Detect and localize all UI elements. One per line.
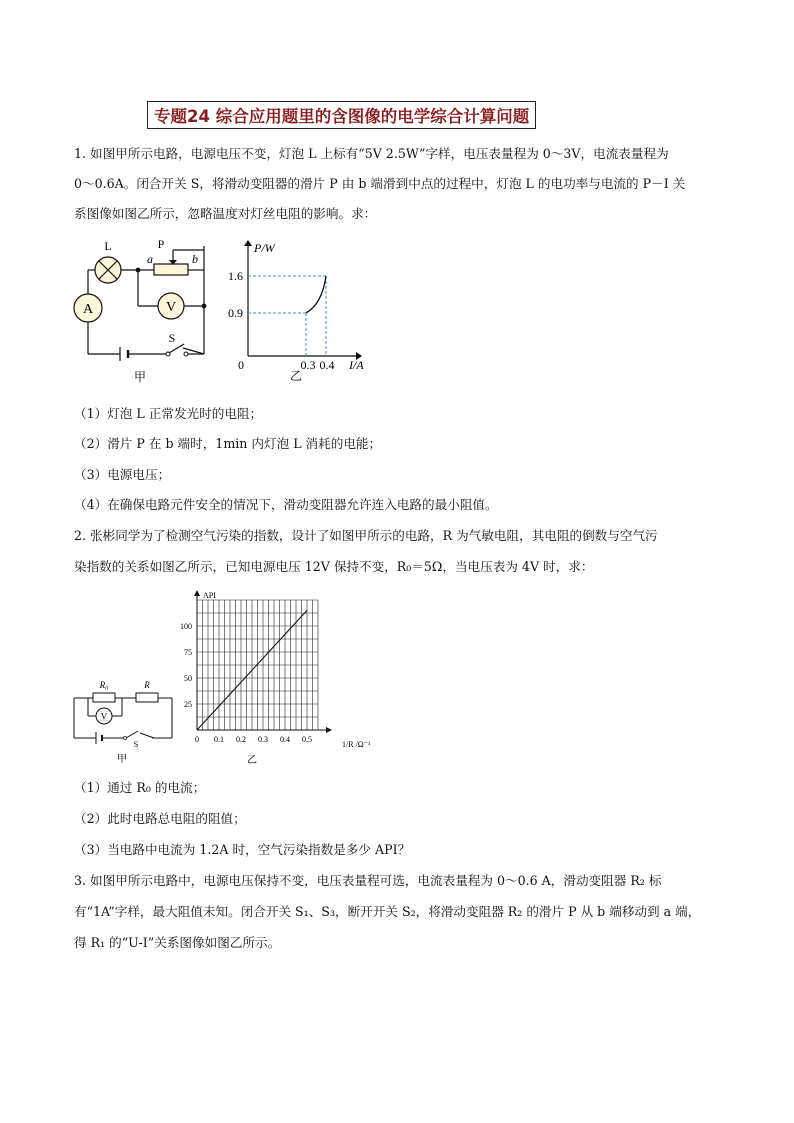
q2-sub-3: （3）当电路中电流为 1.2A 时，空气污染指数是多少 API？ <box>74 842 411 857</box>
q1-sub-1: （1）灯泡 L 正常发光时的电阻； <box>74 406 263 421</box>
x-tick-label: 0.1 <box>214 735 224 744</box>
r0-resistor-icon <box>93 693 115 702</box>
y-tick-label: 75 <box>184 648 192 657</box>
switch-label: S <box>168 331 176 345</box>
q2-sub-1: （1）通过 R₀ 的电流； <box>74 780 206 795</box>
end-b-label: b <box>192 252 198 266</box>
power-curve <box>306 276 326 313</box>
q1-stem-line-3: 系图像如图乙所示，忽略温度对灯丝电阻的影响。求： <box>74 206 377 221</box>
q1-sub-4: （4）在确保电路元件安全的情况下，滑动变阻器允许连入电路的最小阻值。 <box>74 497 498 512</box>
x-tick-label: 0.5 <box>302 735 312 744</box>
q1-graph-caption: 乙 <box>289 369 303 383</box>
q2-switch-icon <box>126 731 138 738</box>
q2-switch-label: S <box>133 740 139 749</box>
r0-label: R₀ <box>99 680 109 690</box>
origin-label: 0 <box>238 358 244 372</box>
end-a-label: a <box>147 252 153 266</box>
q1-circuit-caption: 甲 <box>133 370 147 384</box>
lamp-label: L <box>104 239 112 253</box>
q3-stem-line-1: 3. 如图甲所示电路中，电源电压保持不变，电压表量程可选，电流表量程为 0～0.6 A，滑动变阻器 R₂ 标 <box>74 873 662 888</box>
q2-sub-2: （2）此时电路总电阻的阻值； <box>74 811 246 826</box>
y-tick-label: 25 <box>184 700 192 709</box>
r-sensor-icon <box>136 693 158 702</box>
x-tick-0.3: 0.3 <box>300 358 316 372</box>
q1-sub-3: （3）电源电压； <box>74 467 171 482</box>
y-tick-0.9: 0.9 <box>228 306 243 320</box>
q1-stem-line-2: 0～0.6A。闭合开关 S，将滑动变阻器的滑片 P 由 b 端滑到中点的过程中，灯泡 L 的电功率与电流的 P－I 关 <box>74 176 686 191</box>
q2-stem-line-2: 染指数的关系如图乙所示，已知电源电压 12V 保持不变，R₀＝5Ω，当电压表为 4V 时，求： <box>74 559 594 574</box>
x-axis-label: I/A <box>349 358 364 372</box>
q2-api-chart <box>176 586 371 768</box>
voltmeter-label: V <box>165 300 177 315</box>
y-axis-label: P/W <box>254 241 275 255</box>
y-tick-label: 100 <box>180 622 192 631</box>
rheostat-icon <box>154 264 188 275</box>
x-tick-label: 0.2 <box>236 735 246 744</box>
q2-circuit-diagram <box>68 676 178 766</box>
ammeter-label: A <box>82 302 94 317</box>
x-tick-label: 0.3 <box>258 735 268 744</box>
q3-stem-line-3: 得 R₁ 的“U-I”关系图像如图乙所示。 <box>74 935 281 950</box>
q2-graph-caption: 乙 <box>247 755 257 766</box>
x-tick-label: 0.4 <box>280 735 290 744</box>
q2-voltmeter-label: V <box>100 711 108 722</box>
y-tick-1.6: 1.6 <box>228 269 243 283</box>
q1-circuit-diagram <box>68 236 218 386</box>
y-axis-label: API <box>203 591 216 600</box>
x-axis-label: 1/R /Ω⁻¹ <box>342 740 371 749</box>
r-label: R <box>144 680 150 690</box>
q2-stem-line-1: 2. 张彬同学为了检测空气污染的指数，设计了如图甲所示的电路，R 为气敏电阻，其电阻的倒数与空气污 <box>74 528 658 543</box>
y-tick-label: 50 <box>184 674 192 683</box>
q1-sub-2: （2）滑片 P 在 b 端时，1min 内灯泡 L 消耗的电能； <box>74 436 382 451</box>
q1-stem-line-1: 1. 如图甲所示电路，电源电压不变，灯泡 L 上标有“5V 2.5W”字样，电压表量程为 0～3V，电流表量程为 <box>74 146 669 161</box>
page-title: 专题24 综合应用题里的含图像的电学综合计算问题 <box>147 101 536 129</box>
q3-stem-line-2: 有“1A”字样，最大阻值未知。闭合开关 S₁、S₃，断开开关 S₂，将滑动变阻器 R₂ 的滑片 P 从 b 端移动到 a 端， <box>74 904 701 919</box>
q2-circuit-caption: 甲 <box>117 754 127 765</box>
slider-label: P <box>157 237 165 251</box>
x-tick-label: 0 <box>195 735 199 744</box>
x-tick-0.4: 0.4 <box>319 358 335 372</box>
q1-power-current-graph <box>228 238 378 383</box>
